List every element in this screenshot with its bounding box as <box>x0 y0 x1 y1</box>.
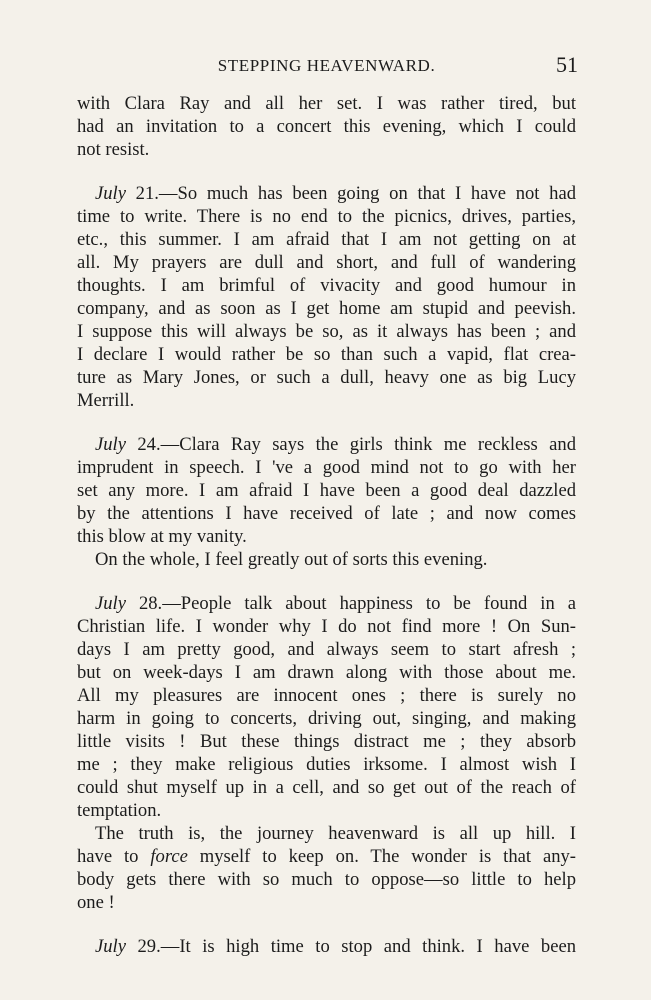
text-line: thoughts. I am brimful of vivacity and good humour in <box>77 275 576 296</box>
text-line: temptation. <box>77 800 162 821</box>
text-line: had an invitation to a concert this evening, which I could <box>77 116 576 137</box>
entry-date: July <box>95 183 126 204</box>
text-line: one ! <box>77 892 115 913</box>
text-line: time to write. There is no end to the picnics, drives, parties, <box>77 206 576 227</box>
text-line: On the whole, I feel greatly out of sorts this evening. <box>95 549 488 570</box>
running-title: STEPPING HEAVENWARD. <box>217 56 436 75</box>
text-line: July 21.—So much has been going on that I have not had <box>95 183 576 204</box>
text-line: little visits ! But these things distract me ; they absorb <box>77 731 576 752</box>
text-line: July 29.—It is high time to stop and think. I have been <box>95 936 576 957</box>
diary-entry-july-24 <box>77 433 576 571</box>
text-line: I declare I would rather be so than such a vapid, flat crea- <box>77 344 576 365</box>
text-line: days I am pretty good, and always seem to start afresh ; <box>77 639 576 660</box>
text-line: I suppose this will always be so, as it always has been ; and <box>77 321 576 342</box>
paragraph-continuation <box>77 92 576 161</box>
text-line: July 28.—People talk about happiness to be found in a <box>95 593 576 614</box>
text-line: body gets there with so much to oppose—so little to help <box>77 869 576 890</box>
text-line: with Clara Ray and all her set. I was rather tired, but <box>77 93 576 114</box>
page-number: 51 <box>556 52 578 77</box>
text-line: me ; they make religious duties irksome. I almost wish I <box>77 754 576 775</box>
text-line: The truth is, the journey heavenward is all up hill. I <box>95 823 576 844</box>
text-line: set any more. I am afraid I have been a good deal dazzled <box>77 480 576 501</box>
entry-date: July <box>95 593 126 614</box>
text-line: by the attentions I have received of late ; and now comes <box>77 503 576 524</box>
entry-date: July <box>95 936 126 957</box>
running-head <box>77 52 576 80</box>
text-line: July 24.—Clara Ray says the girls think me reckless and <box>95 434 576 455</box>
diary-entry-july-21 <box>77 182 576 412</box>
text-line: All my pleasures are innocent ones ; there is surely no <box>77 685 576 706</box>
text-line: could shut myself up in a cell, and so get out of the reach of <box>77 777 576 798</box>
page-body <box>77 92 576 979</box>
text-line: ture as Mary Jones, or such a dull, heavy one as big Lucy <box>77 367 576 388</box>
text-line: Christian life. I wonder why I do not find more ! On Sun- <box>77 616 576 637</box>
entry-date: July <box>95 434 126 455</box>
text-line: harm in going to concerts, driving out, singing, and making <box>77 708 576 729</box>
text-line: imprudent in speech. I 've a good mind not to go with her <box>77 457 576 478</box>
text-line: all. My prayers are dull and short, and full of wandering <box>77 252 576 273</box>
text-line: not resist. <box>77 139 150 160</box>
diary-entry-july-28 <box>77 592 576 914</box>
text-line: Merrill. <box>77 390 135 411</box>
text-line: company, and as soon as I get home am stupid and peevish. <box>77 298 576 319</box>
text-line: etc., this summer. I am afraid that I am not getting on at <box>77 229 576 250</box>
diary-entry-july-29 <box>77 935 576 958</box>
text-line: this blow at my vanity. <box>77 526 247 547</box>
text-line: but on week-days I am drawn along with those about me. <box>77 662 576 683</box>
text-line: have to force myself to keep on. The wonder is that any- <box>77 846 577 867</box>
